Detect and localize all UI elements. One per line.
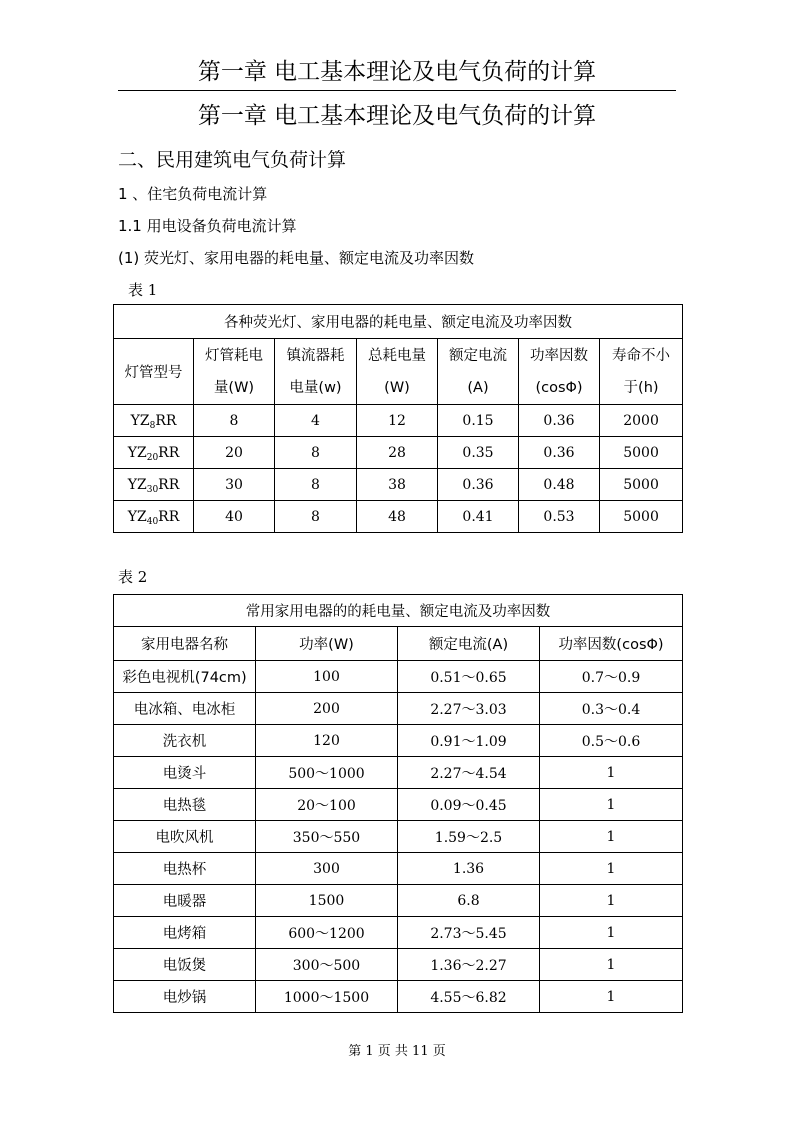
table-cell: 120 [256,725,398,757]
appliance-name: 电暖器 [114,885,256,917]
table-row [114,693,683,725]
table1-header-cell [194,339,275,405]
table1-model-cell [114,405,194,437]
model-subscript: 20 [146,452,159,463]
table-row [114,757,683,789]
table-row [114,885,683,917]
appliance-name: 电吹风机 [114,821,256,853]
table-cell: 0.7～0.9 [540,661,683,693]
table2-header-cell: 功率因数(cosΦ) [540,627,683,661]
table1-header-text: (W) [384,379,410,396]
table1-caption: 各种荧光灯、家用电器的耗电量、额定电流及功率因数 [114,305,683,339]
table-cell: 48 [357,501,438,533]
model-suffix: RR [155,412,177,429]
table1-header-text: 灯管耗电 [205,347,263,364]
table1-header-text: 总耗电量 [368,347,426,364]
table-cell: 1 [540,789,683,821]
appliance-name: 电炒锅 [114,981,256,1013]
table-cell: 28 [357,437,438,469]
table-cell: 0.53 [519,501,600,533]
table-row [114,981,683,1013]
table-cell: 1.36 [398,853,540,885]
table-cell: 600～1200 [256,917,398,949]
table-cell: 2000 [600,405,683,437]
model-prefix: YZ [127,444,147,461]
table2-header-cell: 功率(W) [256,627,398,661]
table-cell: 1 [540,981,683,1013]
table-cell: 5000 [600,469,683,501]
table-row [114,437,683,469]
running-header-title: 第一章 电工基本理论及电气负荷的计算 [197,59,597,85]
table1-header-text: 寿命不小 [612,347,671,364]
table2-header-cell: 家用电器名称 [114,627,256,661]
table-cell: 2.27～4.54 [398,757,540,789]
table-row [114,789,683,821]
table1-header-cell [600,339,683,405]
item-heading: (1) 荧光灯、家用电器的耗电量、额定电流及功率因数 [118,249,475,267]
table1-model-cell [114,437,194,469]
table-cell: 6.8 [398,885,540,917]
table-row [114,405,683,437]
table-cell: 350～550 [256,821,398,853]
table-cell: 12 [357,405,438,437]
table-cell: 4.55～6.82 [398,981,540,1013]
table-row [114,501,683,533]
table1-header-cell [275,339,357,405]
table-cell: 1.36～2.27 [398,949,540,981]
table-cell: 1 [540,917,683,949]
table1-header-text: 额定电流 [449,347,507,364]
table-cell: 1000～1500 [256,981,398,1013]
model-prefix: YZ [127,508,147,525]
table-cell: 2.27～3.03 [398,693,540,725]
table1-header-cell [438,339,519,405]
table-cell: 0.36 [519,437,600,469]
table1-model-cell [114,469,194,501]
table-cell: 0.41 [438,501,519,533]
table1-model-cell [114,501,194,533]
table-cell: 5000 [600,501,683,533]
table-cell: 8 [275,437,357,469]
table-cell: 1 [540,757,683,789]
table1-header-cell [519,339,600,405]
model-subscript: 8 [149,420,156,431]
table-cell: 0.36 [519,405,600,437]
table-cell: 300 [256,853,398,885]
appliance-name: 电热杯 [114,853,256,885]
subsubsection-heading: 1.1 用电设备负荷电流计算 [118,217,297,235]
section-heading: 二、民用建筑电气负荷计算 [118,149,347,171]
model-suffix: RR [158,444,180,461]
model-subscript: 30 [146,484,159,495]
table1-header-text: 于(h) [623,379,659,396]
table-cell: 0.91～1.09 [398,725,540,757]
subsection-heading: 1 、住宅负荷电流计算 [118,185,268,203]
table-cell: 1 [540,821,683,853]
model-prefix: YZ [127,476,147,493]
table-cell: 200 [256,693,398,725]
table-cell: 1 [540,853,683,885]
table2-caption: 常用家用电器的的耗电量、额定电流及功率因数 [114,595,683,627]
table2-household-appliances [113,594,683,1013]
header-divider [118,90,676,91]
appliance-name: 彩色电视机(74cm) [114,661,256,693]
table-cell: 100 [256,661,398,693]
table-cell: 30 [194,469,275,501]
table-cell: 0.5～0.6 [540,725,683,757]
table-cell: 0.36 [438,469,519,501]
table-cell: 0.35 [438,437,519,469]
table-cell: 8 [275,469,357,501]
appliance-name: 电烫斗 [114,757,256,789]
table-row [114,917,683,949]
table1-header-text: 电量(w) [289,379,342,396]
table-cell: 5000 [600,437,683,469]
table1-header-cell [114,339,194,405]
table1-header-text: (A) [467,379,489,396]
table-cell: 20 [194,437,275,469]
table1-header-text: 灯管型号 [124,365,183,381]
table-row [114,853,683,885]
table-cell: 4 [275,405,357,437]
table-cell: 1500 [256,885,398,917]
table2-label: 表 2 [118,568,148,586]
table1-header-text: (cosΦ) [535,379,583,396]
table-row [114,661,683,693]
table1-header-text: 镇流器耗 [286,347,345,364]
table-cell: 38 [357,469,438,501]
table-cell: 1 [540,885,683,917]
appliance-name: 洗衣机 [114,725,256,757]
table-cell: 1 [540,949,683,981]
table-cell: 1.59～2.5 [398,821,540,853]
table-cell: 0.09～0.45 [398,789,540,821]
table1-fluorescent-lamps [113,304,683,533]
table-cell: 500～1000 [256,757,398,789]
appliance-name: 电热毯 [114,789,256,821]
table-cell: 0.15 [438,405,519,437]
table-cell: 0.3～0.4 [540,693,683,725]
model-suffix: RR [158,508,180,525]
model-subscript: 40 [146,516,159,527]
table-row [114,949,683,981]
appliance-name: 电饭煲 [114,949,256,981]
table-cell: 20～100 [256,789,398,821]
table-row [114,469,683,501]
table-row [114,821,683,853]
table-cell: 40 [194,501,275,533]
table-cell: 0.51～0.65 [398,661,540,693]
page-footer: 第 1 页 共 11 页 [348,1044,446,1059]
table-cell: 300～500 [256,949,398,981]
table-cell: 2.73～5.45 [398,917,540,949]
table1-header-cell [357,339,438,405]
table1-label: 表 1 [128,281,158,299]
table-cell: 0.48 [519,469,600,501]
table2-header-cell: 额定电流(A) [398,627,540,661]
chapter-title: 第一章 电工基本理论及电气负荷的计算 [197,103,597,129]
table-cell: 8 [275,501,357,533]
model-prefix: YZ [130,412,150,429]
appliance-name: 电冰箱、电冰柜 [114,693,256,725]
table-row [114,725,683,757]
table-cell: 8 [194,405,275,437]
model-suffix: RR [158,476,180,493]
appliance-name: 电烤箱 [114,917,256,949]
table1-header-text: 功率因数 [530,347,588,364]
table1-header-text: 量(W) [213,379,255,396]
